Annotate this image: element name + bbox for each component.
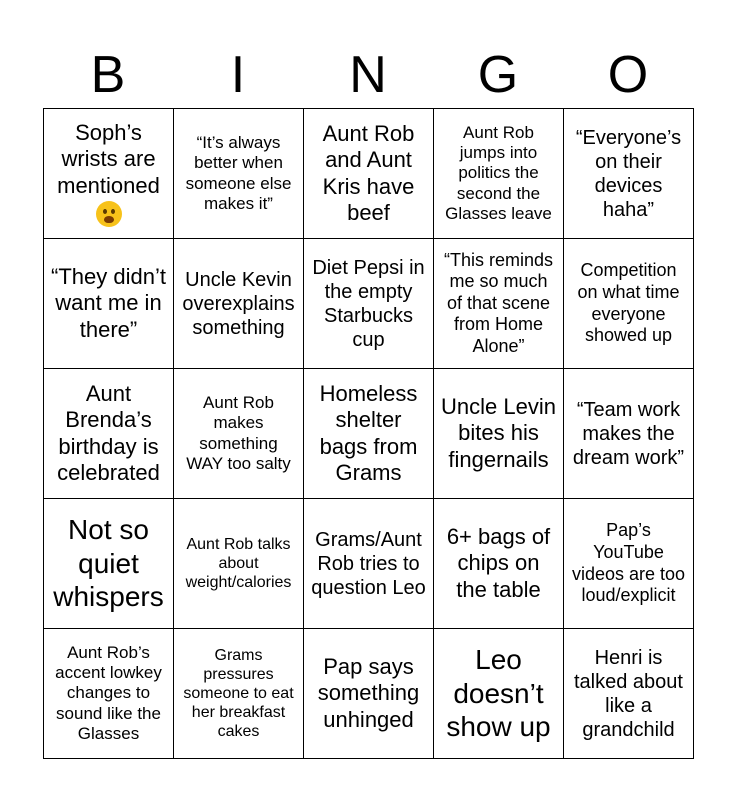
- cell-text: Aunt Rob and Aunt Kris have beef: [322, 120, 415, 225]
- title-letter-o: O: [607, 46, 649, 104]
- cell-text: Competition on what time everyone showed up: [577, 260, 680, 346]
- cell-text: Grams pressures someone to eat her breakfast cakes: [183, 646, 294, 741]
- cell-text: “Everyone’s on their devices haha”: [575, 126, 682, 221]
- board-row: [44, 239, 694, 369]
- bingo-cell[interactable]: [44, 629, 174, 759]
- cell-text: Pap’s YouTube videos are too loud/explicit: [571, 520, 686, 606]
- title-letter-i: I: [230, 46, 246, 104]
- cell-text: Henri is talked about like a grandchild: [574, 646, 683, 741]
- bingo-cell[interactable]: [564, 499, 694, 629]
- board-row: [44, 109, 694, 239]
- cell-text: Homeless shelter bags from Grams: [319, 380, 418, 485]
- cell-text: Grams/Aunt Rob tries to question Leo: [311, 528, 426, 599]
- board-row: [44, 629, 694, 759]
- flushed-face-icon: [96, 201, 122, 227]
- bingo-cell[interactable]: [44, 109, 174, 239]
- bingo-cell[interactable]: [564, 239, 694, 369]
- bingo-cell[interactable]: [564, 629, 694, 759]
- cell-text: Aunt Rob talks about weight/calories: [185, 535, 292, 592]
- bingo-cell[interactable]: [564, 109, 694, 239]
- bingo-cell[interactable]: [174, 109, 304, 239]
- cell-text: Uncle Kevin overexplains something: [182, 268, 295, 339]
- bingo-cell[interactable]: [434, 369, 564, 499]
- cell-text: “This reminds me so much of that scene from Home Alone”: [443, 249, 554, 356]
- bingo-cell[interactable]: [44, 499, 174, 629]
- bingo-board: [43, 108, 694, 759]
- bingo-cell[interactable]: [174, 629, 304, 759]
- bingo-cell[interactable]: [304, 499, 434, 629]
- bingo-cell[interactable]: [434, 239, 564, 369]
- cell-text: Uncle Levin bites his fingernails: [441, 393, 556, 472]
- cell-text: “It’s always better when someone else makes it”: [185, 132, 292, 213]
- bingo-cell[interactable]: [174, 499, 304, 629]
- board-row: [44, 369, 694, 499]
- cell-text: Aunt Rob makes something WAY too salty: [186, 392, 291, 473]
- bingo-cell[interactable]: [174, 239, 304, 369]
- bingo-cell[interactable]: [174, 369, 304, 499]
- cell-text: Diet Pepsi in the empty Starbucks cup: [312, 256, 425, 351]
- cell-text: Pap says something unhinged: [317, 653, 420, 732]
- bingo-cell[interactable]: [434, 109, 564, 239]
- bingo-cell[interactable]: [564, 369, 694, 499]
- board-row: [44, 499, 694, 629]
- bingo-cell[interactable]: [304, 629, 434, 759]
- title-letter-b: B: [90, 46, 126, 104]
- bingo-cell[interactable]: [434, 499, 564, 629]
- cell-text: “They didn’t want me in there”: [51, 263, 166, 342]
- cell-text: 6+ bags of chips on the table: [446, 523, 551, 602]
- cell-text: Aunt Brenda’s birthday is celebrated: [57, 380, 160, 485]
- title-letter-g: G: [477, 46, 519, 104]
- bingo-cell[interactable]: [44, 239, 174, 369]
- bingo-cell[interactable]: [304, 369, 434, 499]
- title-letter-n: N: [349, 46, 387, 104]
- cell-text: Aunt Rob jumps into politics the second the Glasses leave: [445, 122, 552, 224]
- cell-text: Soph’s wrists are mentioned: [57, 119, 160, 198]
- cell-text: Not so quiet whispers: [53, 514, 164, 613]
- bingo-title: [43, 42, 693, 108]
- cell-text: “Team work makes the dream work”: [572, 398, 685, 469]
- bingo-cell[interactable]: [304, 239, 434, 369]
- bingo-cell[interactable]: [304, 109, 434, 239]
- cell-text: Leo doesn’t show up: [446, 644, 551, 743]
- bingo-cell[interactable]: [434, 629, 564, 759]
- bingo-cell[interactable]: [44, 369, 174, 499]
- cell-text: Aunt Rob’s accent lowkey changes to sound like the Glasses: [55, 642, 162, 744]
